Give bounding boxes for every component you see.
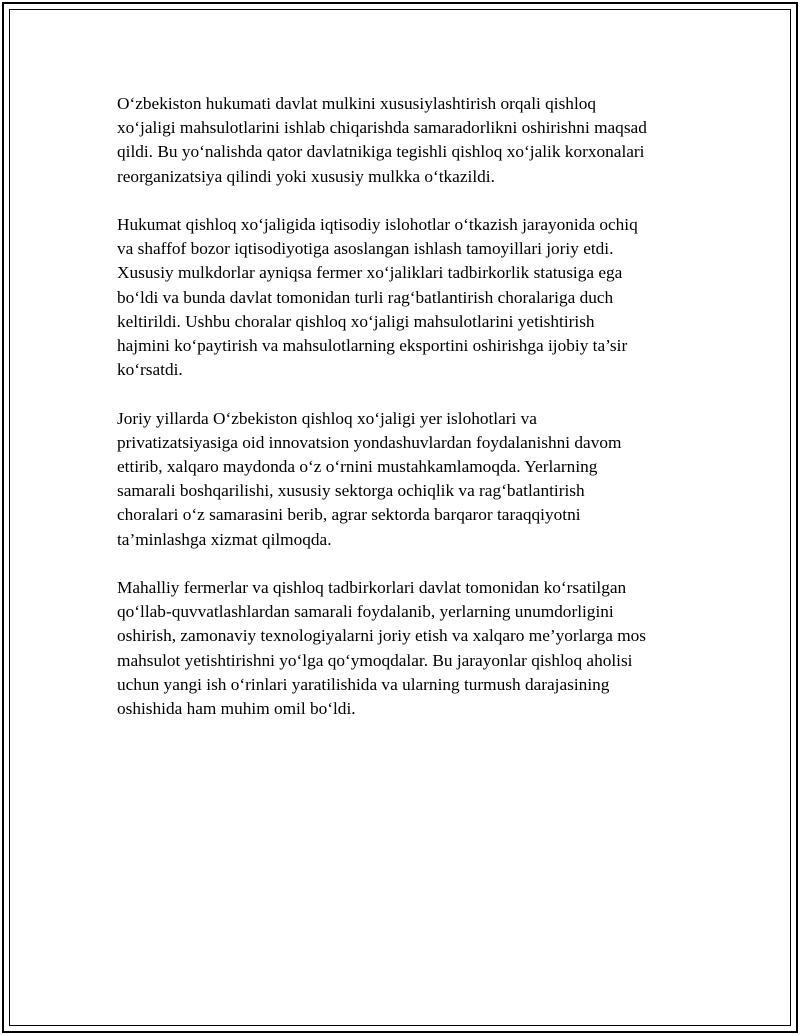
text-line: bo‘ldi va bunda davlat tomonidan turli rag‘batlantirish choralariga duch <box>117 287 614 307</box>
text-line: reorganizatsiya qilindi yoki xususiy mulkka o‘tkazildi. <box>117 166 495 186</box>
text-line: Xususiy mulkdorlar ayniqsa fermer xo‘jaliklari tadbirkorlik statusiga ega <box>117 263 623 283</box>
text-line: samarali boshqarilishi, xususiy sektorga ochiqlik va rag‘batlantirish <box>117 481 585 501</box>
text-line: ettirib, xalqaro maydonda o‘z o‘rnini mustahkamlamoqda. Yerlarning <box>117 457 598 477</box>
text-line: Mahalliy fermerlar va qishloq tadbirkorlari davlat tomonidan ko‘rsatilgan <box>117 578 627 598</box>
text-line: Hukumat qishloq xo‘jaligida iqtisodiy islohotlar o‘tkazish jarayonida ochiq <box>117 215 638 234</box>
text-line: ko‘rsatdi. <box>117 360 183 380</box>
text-line: privatizatsiyasiga oid innovatsion yondashuvlardan foydalanishni davom <box>117 432 622 452</box>
text-line: mahsulot yetishtirishni yo‘lga qo‘ymoqdalar. Bu jarayonlar qishloq aholisi <box>117 650 633 670</box>
text-line: Joriy yillarda O‘zbekiston qishloq xo‘jaligi yer islohotlari va <box>117 408 537 428</box>
text-line: xo‘jaligi mahsulotlarini ishlab chiqarishda samaradorlikni oshirishni maqsad <box>117 118 647 138</box>
paragraph-2 <box>117 213 697 382</box>
document-body <box>117 92 697 745</box>
text-line: hajmini ko‘paytirish va mahsulotlarning eksportini oshirishga ijobiy ta’sir <box>117 336 628 356</box>
text-line: O‘zbekiston hukumati davlat mulkini xususiylashtirish orqali qishloq <box>117 94 597 113</box>
text-line: oshishida ham muhim omil bo‘ldi. <box>117 699 356 719</box>
text-line: va shaffof bozor iqtisodiyotiga asoslangan ishlash tamoyillari joriy etdi. <box>117 239 614 259</box>
paragraph-1 <box>117 92 697 189</box>
text-line: qo‘llab-quvvatlashlardan samarali foydalanib, yerlarning unumdorligini <box>117 602 614 622</box>
text-line: qildi. Bu yo‘nalishda qator davlatnikiga tegishli qishloq xo‘jalik korxonalari <box>117 142 645 162</box>
text-line: uchun yangi ish o‘rinlari yaratilishida va ularning turmush darajasining <box>117 674 610 694</box>
paragraph-4 <box>117 576 697 721</box>
text-line: ta’minlashga xizmat qilmoqda. <box>117 529 332 549</box>
text-line: oshirish, zamonaviy texnologiyalarni joriy etish va xalqaro me’yorlarga mos <box>117 626 647 646</box>
paragraph-3 <box>117 407 697 552</box>
text-line: keltirildi. Ushbu choralar qishloq xo‘jaligi mahsulotlarini yetishtirish <box>117 311 595 331</box>
text-line: choralari o‘z samarasini berib, agrar sektorda barqaror taraqqiyotni <box>117 505 581 525</box>
